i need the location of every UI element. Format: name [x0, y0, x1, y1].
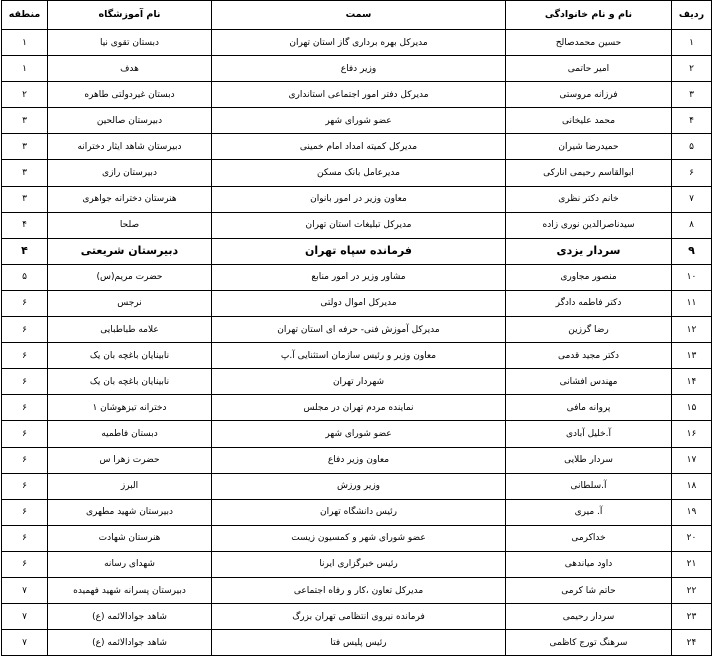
cell-name: ابوالقاسم رحیمی انارکی [506, 160, 672, 186]
cell-position: عضو شورای شهر [212, 421, 506, 447]
cell-region: ۶ [2, 499, 48, 525]
cell-position: رئیس پلیس فتا [212, 630, 506, 656]
cell-school: دبیرستان رازی [48, 160, 212, 186]
cell-name: حاتم شا کرمی [506, 577, 672, 603]
cell-school: البرز [48, 473, 212, 499]
cell-school: دبیرستان شهید مطهری [48, 499, 212, 525]
cell-index: ۱۹ [672, 499, 712, 525]
cell-school: صلحا [48, 212, 212, 238]
cell-name: خداکرمی [506, 525, 672, 551]
header-position: سمت [212, 1, 506, 30]
cell-name: سردار طلایی [506, 447, 672, 473]
cell-name: سردار یزدی [506, 238, 672, 264]
header-region: منطقه [2, 1, 48, 30]
header-index: ردیف [672, 1, 712, 30]
cell-school: هنرستان شهادت [48, 525, 212, 551]
cell-index: ۱۸ [672, 473, 712, 499]
cell-index: ۲۳ [672, 604, 712, 630]
cell-position: مدیرکل اموال دولتی [212, 290, 506, 316]
cell-position: شهردار تهران [212, 369, 506, 395]
cell-index: ۲ [672, 56, 712, 82]
cell-school: دبیرستان شاهد ایثار دخترانه [48, 134, 212, 160]
cell-position: مدیرعامل بانک مسکن [212, 160, 506, 186]
cell-index: ۲۰ [672, 525, 712, 551]
cell-name: دکتر فاطمه دادگر [506, 290, 672, 316]
cell-region: ۱ [2, 56, 48, 82]
cell-name: امیر حاتمی [506, 56, 672, 82]
cell-name: مهندس افشانی [506, 369, 672, 395]
cell-position: عضو شورای شهر [212, 108, 506, 134]
cell-region: ۳ [2, 134, 48, 160]
cell-school: حضرت زهرا س [48, 447, 212, 473]
table-row [2, 56, 712, 82]
cell-school: دبیرستان شریعتی [48, 238, 212, 264]
cell-school: علامه طباطبایی [48, 317, 212, 343]
cell-school: نابینایان باغچه بان یک [48, 343, 212, 369]
cell-school: دبیرستان صالحین [48, 108, 212, 134]
cell-name: پروانه مافی [506, 395, 672, 421]
header-school: نام آموزشگاه [48, 1, 212, 30]
table-row [2, 421, 712, 447]
header-name: نام و نام خانوادگی [506, 1, 672, 30]
cell-school: دبستان فاطمیه [48, 421, 212, 447]
cell-region: ۴ [2, 212, 48, 238]
cell-position: مدیرکل دفتر امور اجتماعی استانداری [212, 82, 506, 108]
table-row [2, 551, 712, 577]
cell-position: فرمانده سپاه تهران [212, 238, 506, 264]
table-row [2, 160, 712, 186]
cell-name: آ.خلیل آبادی [506, 421, 672, 447]
cell-name: فرزانه مروستی [506, 82, 672, 108]
table-body [2, 30, 712, 656]
cell-name: دکتر مجید قدمی [506, 343, 672, 369]
cell-index: ۲۴ [672, 630, 712, 656]
cell-position: مدیرکل کمیته امداد امام خمینی [212, 134, 506, 160]
cell-region: ۶ [2, 551, 48, 577]
cell-index: ۲۲ [672, 577, 712, 603]
cell-name: سرهنگ تورج کاظمی [506, 630, 672, 656]
cell-region: ۷ [2, 630, 48, 656]
cell-index: ۵ [672, 134, 712, 160]
cell-position: رئیس دانشگاه تهران [212, 499, 506, 525]
cell-index: ۷ [672, 186, 712, 212]
cell-index: ۱۴ [672, 369, 712, 395]
cell-region: ۷ [2, 604, 48, 630]
cell-school: دبیرستان پسرانه شهید فهمیده [48, 577, 212, 603]
cell-school: هنرستان دخترانه جواهری [48, 186, 212, 212]
cell-region: ۳ [2, 108, 48, 134]
assignments-table [1, 0, 712, 656]
cell-name: خانم دکتر نظری [506, 186, 672, 212]
cell-name: رضا گرزین [506, 317, 672, 343]
cell-school: دبستان غیردولتی طاهره [48, 82, 212, 108]
cell-region: ۴ [2, 238, 48, 264]
table-row [2, 238, 712, 264]
cell-region: ۱ [2, 30, 48, 56]
cell-school: شاهد جوادالائمه (ع) [48, 630, 212, 656]
cell-school: حضرت مریم(س) [48, 264, 212, 290]
cell-name: سردار رحیمی [506, 604, 672, 630]
cell-position: معاون وزیر دفاع [212, 447, 506, 473]
cell-region: ۶ [2, 343, 48, 369]
table-row [2, 317, 712, 343]
cell-school: هدف [48, 56, 212, 82]
cell-index: ۱۷ [672, 447, 712, 473]
cell-position: مشاور وزیر در امور منابع [212, 264, 506, 290]
cell-position: عضو شورای شهر و کمسیون زیست [212, 525, 506, 551]
cell-region: ۶ [2, 525, 48, 551]
cell-position: وزیر ورزش [212, 473, 506, 499]
cell-name: آ.سلطانی [506, 473, 672, 499]
cell-region: ۶ [2, 421, 48, 447]
cell-name: حسین محمدصالح [506, 30, 672, 56]
cell-school: شهدای رسانه [48, 551, 212, 577]
cell-position: مدیرکل تبلیغات استان تهران [212, 212, 506, 238]
cell-name: سیدناصرالدین نوری زاده [506, 212, 672, 238]
table-row [2, 108, 712, 134]
cell-region: ۷ [2, 577, 48, 603]
cell-school: شاهد جوادالائمه (ع) [48, 604, 212, 630]
cell-school: دخترانه تیزهوشان ۱ [48, 395, 212, 421]
table-row [2, 134, 712, 160]
cell-school: نابینایان باغچه بان یک [48, 369, 212, 395]
cell-index: ۳ [672, 82, 712, 108]
table-row [2, 186, 712, 212]
table-row [2, 604, 712, 630]
cell-school: نرجس [48, 290, 212, 316]
cell-region: ۶ [2, 473, 48, 499]
cell-name: داود میاندهی [506, 551, 672, 577]
cell-index: ۲۱ [672, 551, 712, 577]
cell-index: ۹ [672, 238, 712, 264]
cell-name: حمیدرضا شیران [506, 134, 672, 160]
table-row [2, 473, 712, 499]
cell-position: رئیس خبرگزاری ایرنا [212, 551, 506, 577]
cell-position: مدیرکل آموزش فنی- حرفه ای استان تهران [212, 317, 506, 343]
table-row [2, 525, 712, 551]
cell-region: ۶ [2, 290, 48, 316]
cell-index: ۸ [672, 212, 712, 238]
table-row [2, 343, 712, 369]
table-row [2, 447, 712, 473]
cell-region: ۶ [2, 395, 48, 421]
table-row [2, 499, 712, 525]
table-row [2, 369, 712, 395]
cell-index: ۱۵ [672, 395, 712, 421]
cell-position: مدیرکل بهره برداری گاز استان تهران [212, 30, 506, 56]
cell-region: ۳ [2, 160, 48, 186]
cell-name: منصور مجاوری [506, 264, 672, 290]
cell-index: ۱۰ [672, 264, 712, 290]
cell-region: ۶ [2, 317, 48, 343]
cell-position: وزیر دفاع [212, 56, 506, 82]
table-row [2, 577, 712, 603]
cell-index: ۱۱ [672, 290, 712, 316]
cell-region: ۵ [2, 264, 48, 290]
table-row [2, 290, 712, 316]
header-row [2, 1, 712, 30]
table-row [2, 395, 712, 421]
cell-index: ۱۲ [672, 317, 712, 343]
table-row [2, 264, 712, 290]
cell-position: نماینده مردم تهران در مجلس [212, 395, 506, 421]
cell-position: مدیرکل تعاون ،کار و رفاه اجتماعی [212, 577, 506, 603]
cell-index: ۶ [672, 160, 712, 186]
cell-name: آ. میری [506, 499, 672, 525]
cell-name: محمد علیخانی [506, 108, 672, 134]
cell-region: ۶ [2, 447, 48, 473]
cell-position: فرمانده نیروی انتظامی تهران بزرگ [212, 604, 506, 630]
table-row [2, 82, 712, 108]
cell-index: ۱ [672, 30, 712, 56]
table-row [2, 630, 712, 656]
table-row [2, 212, 712, 238]
cell-position: معاون وزیر در امور بانوان [212, 186, 506, 212]
cell-index: ۴ [672, 108, 712, 134]
cell-index: ۱۳ [672, 343, 712, 369]
cell-region: ۲ [2, 82, 48, 108]
cell-position: معاون وزیر و رئیس سازمان استثنایی آ.پ [212, 343, 506, 369]
table-row [2, 30, 712, 56]
cell-region: ۶ [2, 369, 48, 395]
cell-school: دبستان تقوی نیا [48, 30, 212, 56]
cell-region: ۳ [2, 186, 48, 212]
cell-index: ۱۶ [672, 421, 712, 447]
